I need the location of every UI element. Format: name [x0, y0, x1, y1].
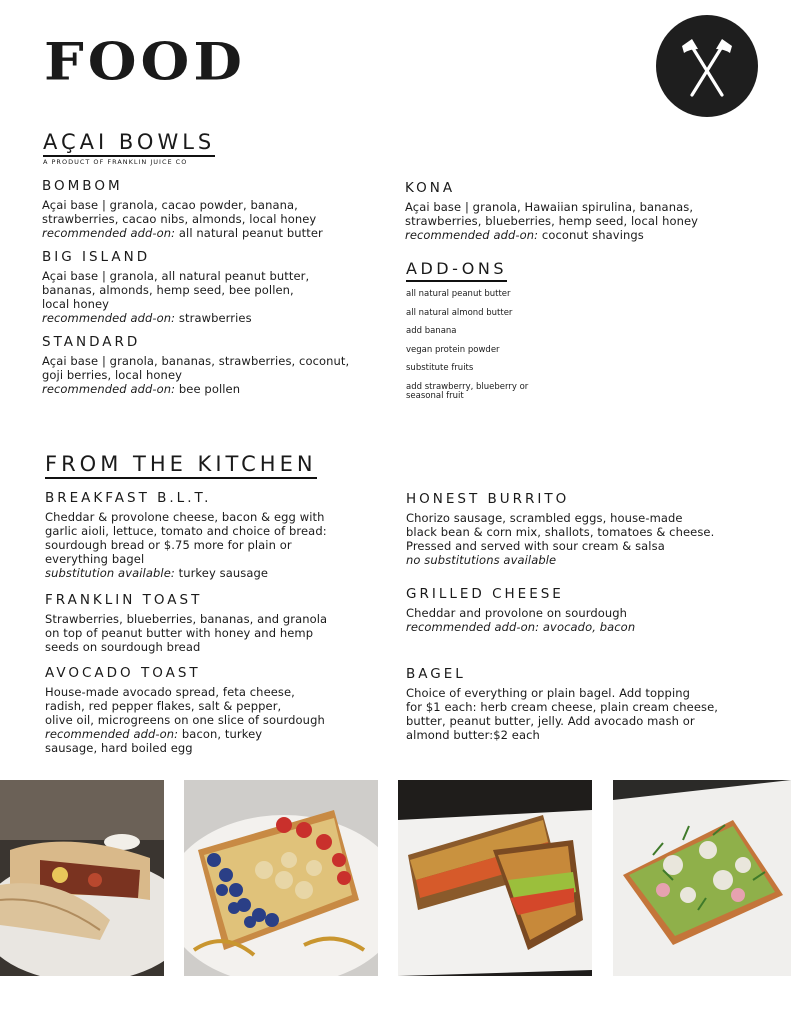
item-name: AVOCADO TOAST: [45, 665, 201, 681]
menu-item-franklin-toast: [45, 594, 385, 654]
grilled-sandwich-photo: [398, 780, 592, 976]
list-item: substitute fruits: [406, 363, 474, 373]
acai-bowls-heading-text: AÇAI BOWLS: [43, 130, 216, 154]
item-description: Açai base | granola, cacao powder, banana, strawberries, cacao nibs, almonds, local honey recommended add-on: all natural peanut butter: [42, 197, 323, 240]
list-item: vegan protein powder: [406, 344, 500, 355]
menu-item-kona: [405, 182, 745, 242]
add-ons-heading: [406, 261, 507, 277]
add-ons-heading-text: ADD-ONS: [406, 259, 508, 278]
item-name: BAGEL: [406, 666, 466, 682]
menu-item-avocado-toast: [45, 667, 385, 755]
item-name: KONA: [405, 180, 456, 196]
item-description: Açai base | granola, Hawaiian spirulina, bananas, strawberries, blueberries, hemp seed, local honey recommended add-on: coconut shavings: [405, 199, 699, 242]
item-name: BIG ISLAND: [42, 249, 151, 265]
item-description: Strawberries, blueberries, bananas, and granola on top of peanut butter with honey and hemp seeds on sourdough bread: [45, 611, 328, 654]
franklin-toast-photo: [184, 780, 378, 976]
page-title: FOOD: [44, 31, 246, 93]
menu-item-grilled-cheese: [406, 588, 766, 634]
menu-item-honest-burrito: [406, 493, 766, 567]
acai-caption: A PRODUCT OF FRANKLIN JUICE CO: [43, 158, 188, 166]
list-item: all natural peanut butter: [406, 289, 511, 299]
item-description: Cheddar and provolone on sourdough recommended add-on: avocado, bacon: [406, 605, 636, 634]
item-name: HONEST BURRITO: [406, 491, 570, 507]
item-description: Choice of everything or plain bagel. Add topping for $1 each: herb cream cheese, plain cream cheese, butter, peanut butter, jelly. Add avocado mash or almond butter:$2 each: [406, 685, 719, 742]
list-item: add strawberry, blueberry or seasonal fruit: [406, 381, 529, 401]
item-name: STANDARD: [42, 334, 141, 350]
item-name: BOMBOM: [42, 178, 123, 194]
item-name: BREAKFAST B.L.T.: [45, 490, 212, 506]
list-item: add banana: [406, 326, 457, 336]
burrito-photo: [0, 780, 164, 976]
item-description: Açai base | granola, bananas, strawberries, coconut, goji berries, local honey recommended add-on: bee pollen: [42, 353, 350, 396]
from-the-kitchen-heading-text: FROM THE KITCHEN: [45, 452, 317, 476]
item-description: Chorizo sausage, scrambled eggs, house-made black bean & corn mix, shallots, tomatoes & cheese. Pressed and served with sour cream & salsa no substitutions available: [406, 510, 715, 567]
menu-item-bombom: [42, 180, 382, 240]
item-description: House-made avocado spread, feta cheese, radish, red pepper flakes, salt & pepper, olive oil, microgreens on one slice of sourdough recommended add-on: bacon, turkey sausage, hard boiled egg: [45, 684, 325, 755]
menu-item-bagel: [406, 668, 766, 742]
acai-bowls-heading: [43, 132, 215, 153]
crossed-axes-icon: [656, 15, 758, 117]
item-description: Açai base | granola, all natural peanut butter, bananas, almonds, hemp seed, bee pollen, local honey recommended add-on: strawberries: [42, 268, 310, 325]
item-name: GRILLED CHEESE: [406, 586, 564, 602]
list-item: all natural almond butter: [406, 307, 513, 318]
item-description: Cheddar & provolone cheese, bacon & egg with garlic aioli, lettuce, tomato and choice of bread: sourdough bread or $.75 more for plain or everything bagel substitution available: turkey sausage: [45, 509, 327, 580]
menu-item-standard: [42, 336, 382, 396]
add-ons-list: [406, 290, 606, 402]
item-name: FRANKLIN TOAST: [45, 592, 203, 608]
avocado-toast-photo: [613, 780, 791, 976]
menu-item-big-island: [42, 251, 382, 325]
menu-item-breakfast-blt: [45, 492, 385, 580]
from-the-kitchen-heading: [45, 454, 317, 475]
